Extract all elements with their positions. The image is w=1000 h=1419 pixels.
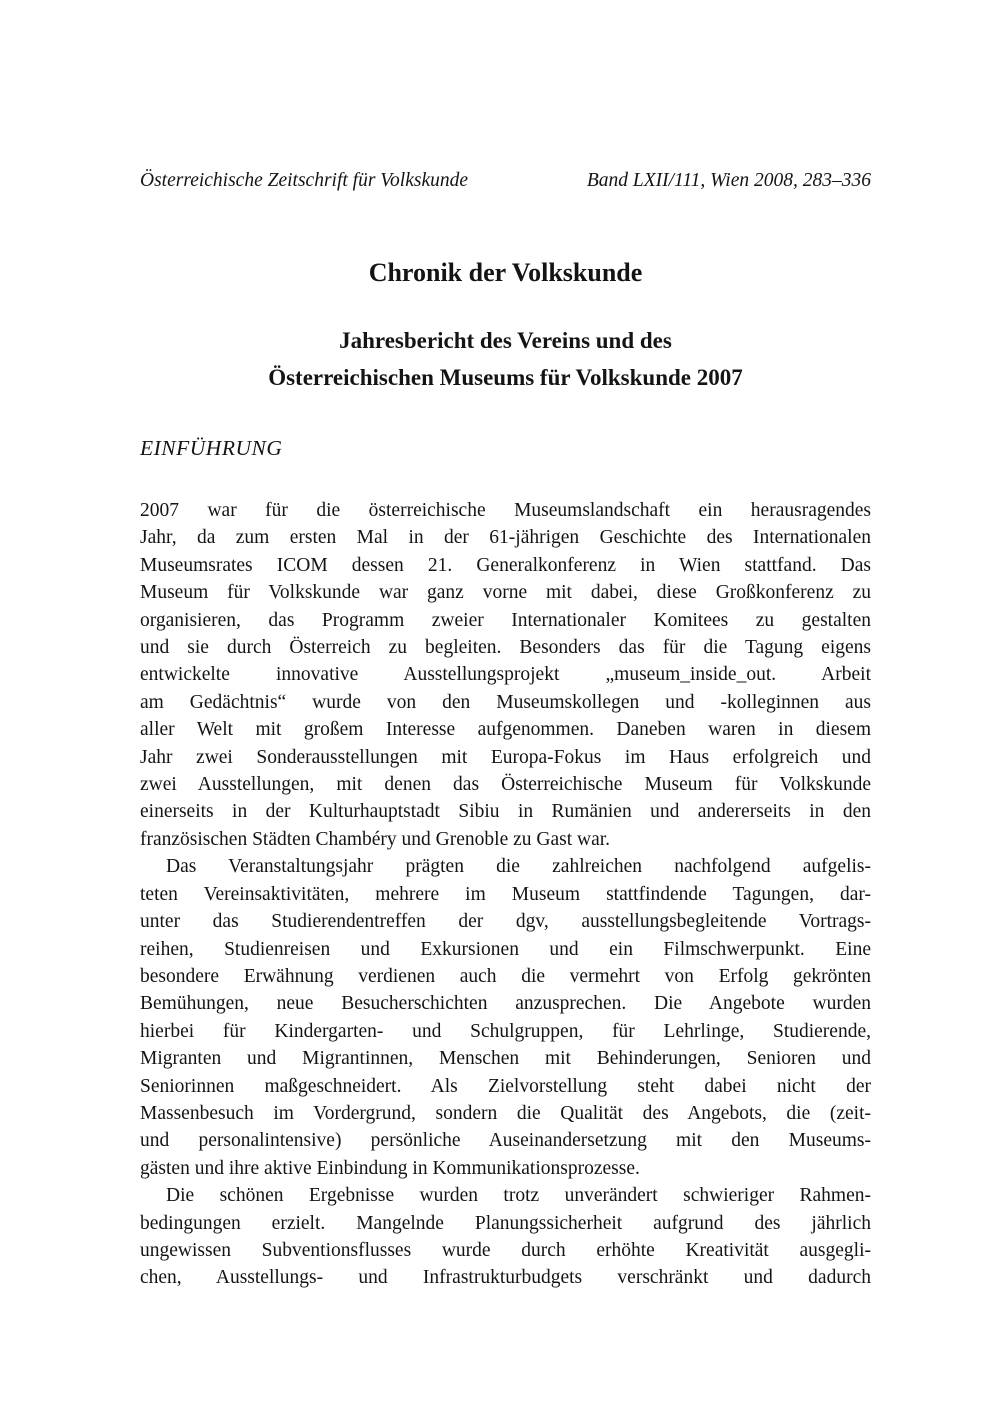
text-line: teten Vereinsaktivitäten, mehrere im Museum stattfindende Tagungen, dar- xyxy=(140,883,871,905)
text-line: zwei Ausstellungen, mit denen das Österreichische Museum für Volkskunde xyxy=(140,774,871,796)
text-line: entwickelte innovative Ausstellungsprojekt „museum_inside_out. Arbeit xyxy=(140,664,871,686)
article-subtitle xyxy=(140,322,871,396)
article-title: Chronik der Volkskunde xyxy=(368,258,643,287)
text-line: reihen, Studienreisen und Exkursionen und ein Filmschwerpunkt. Eine xyxy=(140,938,871,960)
text-line: Jahr, da zum ersten Mal in der 61-jährigen Geschichte des Internationalen xyxy=(140,527,871,549)
issue-info: Band LXII/111, Wien 2008, 283–336 xyxy=(586,170,871,191)
subtitle-line-1: Jahresbericht des Vereins und des xyxy=(339,328,672,353)
text-line: unter das Studierendentreffen der dgv, ausstellungsbegleitende Vortrags- xyxy=(140,911,871,933)
text-line: ungewissen Subventionsflusses wurde durch erhöhte Kreativität ausgegli- xyxy=(140,1239,871,1261)
text-line: Museumsrates ICOM dessen 21. Generalkonferenz in Wien stattfand. Das xyxy=(140,554,871,576)
text-line: bedingungen erzielt. Mangelnde Planungssicherheit aufgrund des jährlich xyxy=(140,1212,871,1234)
text-line: hierbei für Kindergarten- und Schulgruppen, für Lehrlinge, Studierende, xyxy=(140,1020,871,1042)
text-line: einerseits in der Kulturhauptstadt Sibiu in Rumänien und andererseits in den xyxy=(140,801,871,823)
text-line: Das Veranstaltungsjahr prägten die zahlreichen nachfolgend aufgelis- xyxy=(166,856,871,878)
text-line: aller Welt mit großem Interesse aufgenommen. Daneben waren in diesem xyxy=(140,719,871,741)
text-line: Migranten und Migrantinnen, Menschen mit Behinderungen, Senioren und xyxy=(140,1048,871,1070)
text-line: und personalintensive) persönliche Auseinandersetzung mit den Museums- xyxy=(140,1130,871,1152)
text-line: Jahr zwei Sonderausstellungen mit Europa-Fokus im Haus erfolgreich und xyxy=(140,746,871,768)
text-line: chen, Ausstellungs- und Infrastrukturbudgets verschränkt und dadurch xyxy=(140,1267,871,1289)
journal-title: Österreichische Zeitschrift für Volkskunde xyxy=(140,170,469,191)
text-line: französischen Städten Chambéry und Grenoble zu Gast war. xyxy=(140,828,611,850)
text-line: 2007 war für die österreichische Museumslandschaft ein herausragendes xyxy=(140,500,871,521)
text-line: gästen und ihre aktive Einbindung in Kommunikationsprozesse. xyxy=(140,1157,640,1179)
text-line: Museum für Volkskunde war ganz vorne mit dabei, diese Großkonferenz zu xyxy=(140,582,871,604)
text-line: und sie durch Österreich zu begleiten. Besonders das für die Tagung eigens xyxy=(140,637,871,659)
text-line: am Gedächtnis“ wurde von den Museumskollegen und -kolleginnen aus xyxy=(140,691,871,713)
text-line: organisieren, das Programm zweier Internationaler Komitees zu gestalten xyxy=(140,609,871,631)
section-heading: EINFÜHRUNG xyxy=(140,436,283,460)
text-line: Seniorinnen maßgeschneidert. Als Zielvorstellung steht dabei nicht der xyxy=(140,1075,871,1097)
text-line: besondere Erwähnung verdienen auch die vermehrt von Erfolg gekrönten xyxy=(140,965,871,987)
subtitle-line-2: Österreichischen Museums für Volkskunde 2007 xyxy=(268,365,743,390)
text-line: Bemühungen, neue Besucherschichten anzusprechen. Die Angebote wurden xyxy=(140,993,871,1015)
text-line: Die schönen Ergebnisse wurden trotz unverändert schwieriger Rahmen- xyxy=(166,1185,871,1207)
text-line: Massenbesuch im Vordergrund, sondern die Qualität des Angebots, die (zeit- xyxy=(140,1102,871,1124)
body-text xyxy=(140,497,871,1292)
running-head xyxy=(140,170,871,192)
